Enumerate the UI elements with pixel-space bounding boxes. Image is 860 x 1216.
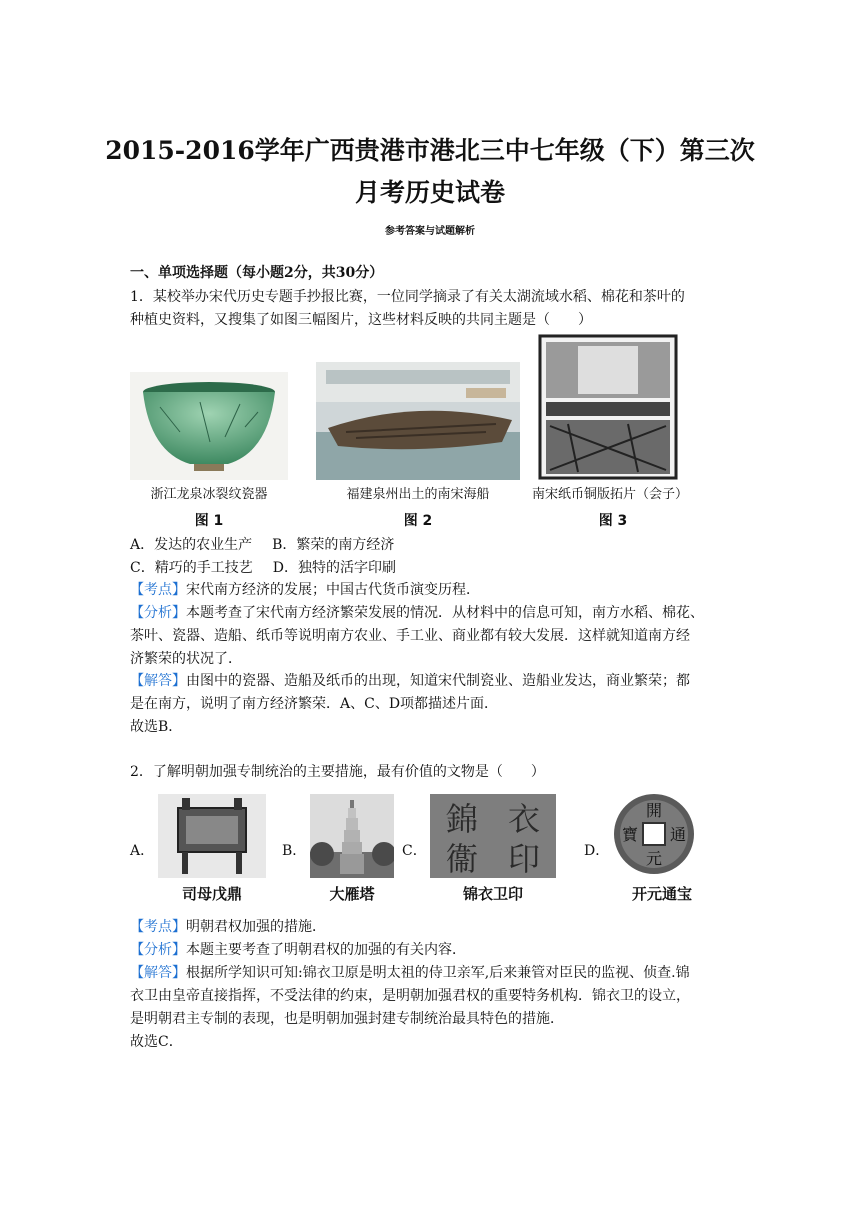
q2-option-c-image <box>430 794 556 878</box>
coin-char-left: 寶 <box>621 825 639 844</box>
q2-option-a-caption: 司母戊鼎 <box>181 885 242 903</box>
q2-stem: 2．了解明朝加强专制统治的主要措施，最有价值的文物是（ ） <box>130 764 545 780</box>
q1-stem-line2: 种植史资料，又搜集了如图三幅图片，这些材料反映的共同主题是（ ） <box>130 312 592 328</box>
q2-kaodian-text: 明朝君权加强的措施． <box>186 919 326 935</box>
q2-jieda-line3: 是明朝君主专制的表现，也是明朝加强封建专制统治最具特色的措施． <box>130 1011 564 1027</box>
q2-option-d-image <box>612 792 696 876</box>
figure-2-caption: 福建泉州出土的南宋海船 <box>346 487 490 502</box>
q2-jieda-tag: 【解答】 <box>130 965 186 981</box>
section-heading: 一、单项选择题（每小题2分，共30分） <box>130 265 384 281</box>
q1-options-row2 <box>130 558 730 578</box>
q1-kaodian-text: 宋代南方经济的发展；中国古代货币演变历程． <box>186 582 480 598</box>
page-title-line1: 2015-2016学年广西贵港市港北三中七年级（下）第三次 <box>105 136 755 165</box>
q1-kaodian-tag: 【考点】 <box>130 582 186 598</box>
page-subtitle: 参考答案与试题解析 <box>385 226 475 237</box>
q1-options-row1 <box>130 535 730 555</box>
figure-1-caption: 浙江龙泉冰裂纹瓷器 <box>150 487 268 502</box>
q2-option-c-letter: C． <box>402 843 427 859</box>
q2-jieda-text1: 根据所学知识可知:锦衣卫原是明太祖的侍卫亲军,后来兼管对臣民的监视、侦查.锦 <box>186 965 690 981</box>
seal-char-1: 錦 <box>445 800 479 838</box>
q2-fenxi-text: 本题主要考查了明朝君权的加强的有关内容． <box>186 942 466 958</box>
coin-char-right: 通 <box>669 825 687 844</box>
q1-option-c: C．精巧的手工技艺 <box>130 560 253 576</box>
q2-option-d-letter: D． <box>584 843 610 859</box>
figure-3-label: 图 3 <box>598 513 628 529</box>
q2-jieda-line1 <box>130 963 730 983</box>
figure-1-image <box>130 372 288 480</box>
seal-char-3: 衞 <box>445 840 479 878</box>
coin-char-top: 開 <box>645 801 663 820</box>
q1-option-a: A．发达的农业生产 <box>130 537 253 553</box>
q1-jieda-text1: 由图中的瓷器、造船及纸币的出现，知道宋代制瓷业、造船业发达，商业繁荣；都 <box>186 673 690 689</box>
q1-fenxi-tag: 【分析】 <box>130 605 186 621</box>
page-title-line2: 月考历史试卷 <box>354 178 505 207</box>
q2-option-a-image <box>158 794 266 878</box>
q2-fenxi <box>130 940 730 960</box>
q1-option-b: B．繁荣的南方经济 <box>272 537 395 553</box>
seal-char-2: 衣 <box>507 800 541 838</box>
q1-kaodian <box>130 580 730 600</box>
q2-option-c-caption: 锦衣卫印 <box>462 885 523 903</box>
q1-fenxi-text1: 本题考查了宋代南方经济繁荣发展的情况．从材料中的信息可知，南方水稻、棉花、 <box>186 605 704 621</box>
q2-kaodian-tag: 【考点】 <box>130 919 186 935</box>
q2-option-b-letter: B． <box>282 843 307 859</box>
q2-fenxi-tag: 【分析】 <box>130 942 186 958</box>
q1-fenxi-line1 <box>130 603 730 623</box>
figure-3-caption: 南宋纸币铜版拓片（会子） <box>531 487 688 502</box>
q1-stem-line1: 1．某校举办宋代历史专题手抄报比赛，一位同学摘录了有关太湖流域水稻、棉花和茶叶的 <box>130 289 685 305</box>
figure-2-image <box>316 362 520 480</box>
q2-kaodian <box>130 917 730 937</box>
q1-fenxi-line2: 茶叶、瓷器、造船、纸币等说明南方农业、手工业、商业都有较大发展．这样就知道南方经 <box>130 628 690 644</box>
coin-char-bottom: 元 <box>645 849 663 868</box>
q1-jieda-line2: 是在南方，说明了南方经济繁荣．A、C、D项都描述片面． <box>130 696 499 712</box>
figure-2-label: 图 2 <box>403 513 433 529</box>
figure-3-image <box>538 334 678 480</box>
q2-option-b-image <box>310 794 394 878</box>
q2-jieda-line2: 衣卫由皇帝直接指挥，不受法律的约束，是明朝加强君权的重要特务机构．锦衣卫的设立， <box>130 988 690 1004</box>
q2-option-b-caption: 大雁塔 <box>329 885 375 903</box>
q1-option-d: D．独特的活字印刷 <box>272 560 396 576</box>
q1-jieda-tag: 【解答】 <box>130 673 186 689</box>
q2-option-a-letter: A． <box>130 843 155 859</box>
q2-answer: 故选C． <box>130 1034 183 1050</box>
q1-answer: 故选B． <box>130 719 183 735</box>
q2-option-d-caption: 开元通宝 <box>631 885 692 903</box>
figure-1-label: 图 1 <box>194 513 224 529</box>
q1-jieda-line1 <box>130 671 730 691</box>
seal-char-4: 印 <box>507 840 541 878</box>
q1-fenxi-line3: 济繁荣的状况了． <box>130 651 242 667</box>
